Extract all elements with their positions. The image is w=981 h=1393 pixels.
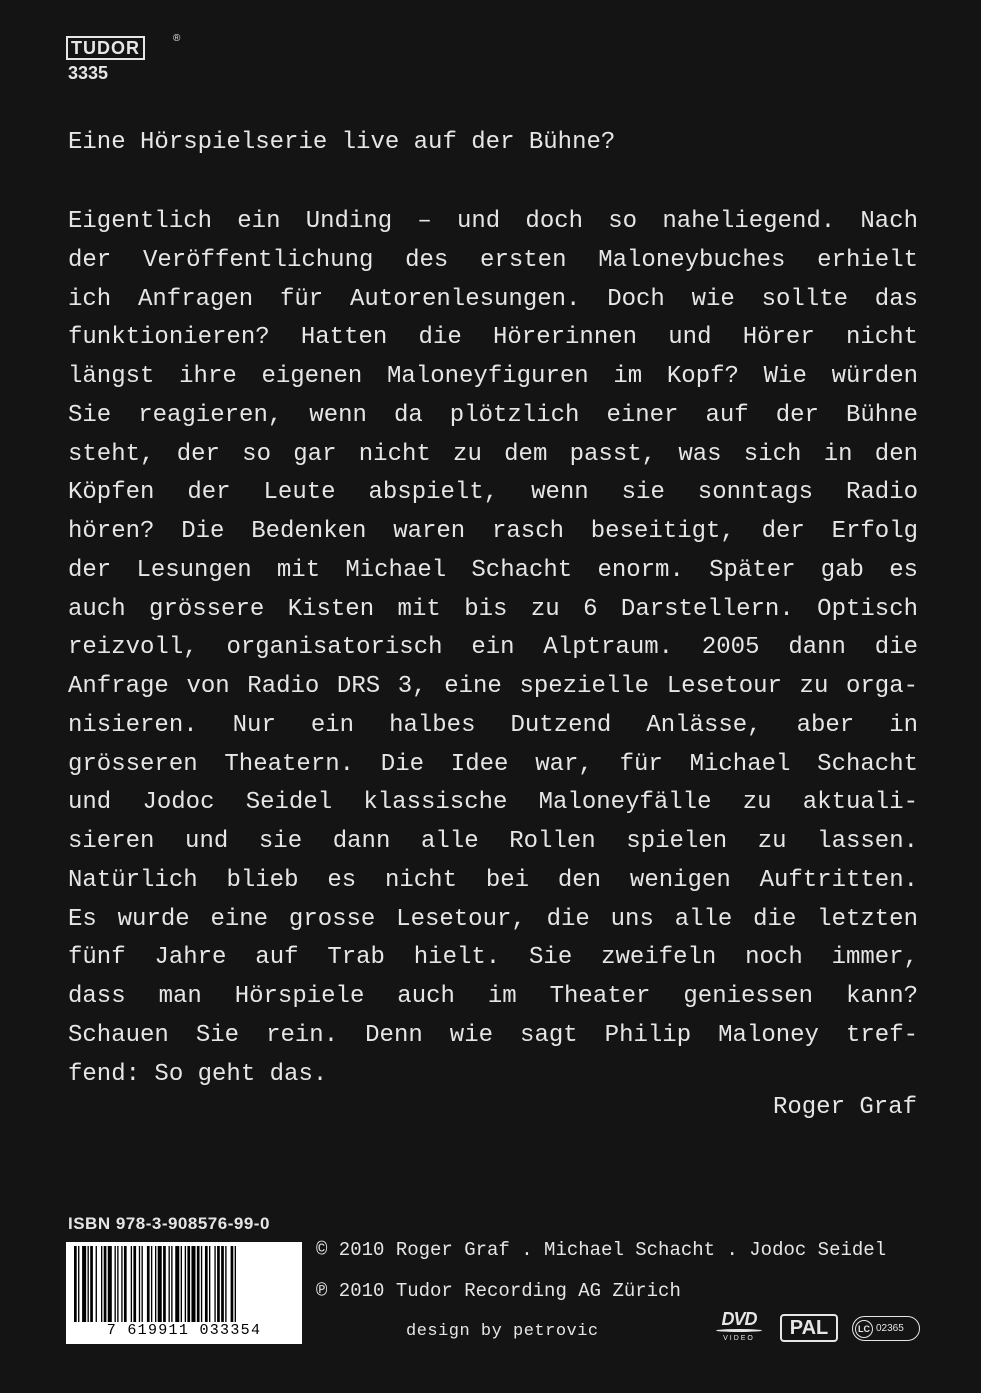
body-line: Schauen Sie rein. Denn wie sagt Philip Maloney tref- <box>68 1021 918 1049</box>
barcode-bar <box>74 1246 77 1322</box>
barcode-bar <box>225 1246 226 1322</box>
barcode-bar <box>117 1246 118 1322</box>
barcode-bar <box>131 1246 132 1322</box>
label-code-badge <box>852 1316 920 1341</box>
barcode-bar <box>104 1246 107 1322</box>
intro-question: Eine Hörspielserie live auf der Bühne? <box>68 129 616 156</box>
barcode-bar <box>205 1246 208 1322</box>
barcode-bar <box>151 1246 152 1322</box>
barcode <box>66 1242 302 1344</box>
barcode-bar <box>169 1246 170 1322</box>
isbn-number: ISBN 978-3-908576-99-0 <box>68 1214 270 1233</box>
dvd-disc-icon <box>716 1329 762 1332</box>
barcode-bar <box>191 1246 195 1322</box>
body-line: längst ihre eigenen Maloneyfiguren im Kopf? Wie würden <box>68 363 918 390</box>
barcode-bar <box>158 1246 162 1322</box>
barcode-bar <box>214 1246 215 1322</box>
body-line: dass man Hörspiele auch im Theater geniessen kann? <box>68 983 918 1010</box>
barcode-bar <box>90 1246 93 1322</box>
body-line: der Veröffentlichung des ersten Maloneybuches erhielt <box>68 246 918 274</box>
barcode-bar <box>133 1246 136 1322</box>
barcode-bar <box>221 1246 224 1322</box>
body-line: Eigentlich ein Unding – und doch so naheliegend. Nach <box>68 208 918 235</box>
barcode-bar <box>163 1246 166 1322</box>
barcode-bar <box>142 1246 143 1322</box>
body-line: fend: So geht das. <box>68 1060 328 1088</box>
dvd-video-logo <box>712 1310 766 1344</box>
barcode-bar <box>209 1246 210 1322</box>
barcode-bar <box>147 1246 150 1322</box>
body-line: Es wurde eine grosse Lesetour, die uns alle die letzten <box>68 905 918 933</box>
body-line: reizvoll, organisatorisch ein Alptraum. 2005 dann die <box>68 634 918 662</box>
barcode-bar <box>96 1246 97 1322</box>
barcode-bar <box>231 1246 234 1322</box>
author-signature: Roger Graf <box>772 1094 917 1121</box>
barcode-bar <box>235 1246 236 1322</box>
barcode-bar <box>121 1246 122 1322</box>
barcode-bar <box>124 1246 127 1322</box>
barcode-bars <box>66 1242 302 1322</box>
barcode-bar <box>181 1246 182 1322</box>
body-line: ich Anfragen für Autorenlesungen. Doch wie sollte das <box>68 285 918 313</box>
barcode-bar <box>115 1246 116 1322</box>
body-line: Anfrage von Radio DRS 3, eine spezielle Lesetour zu orga- <box>68 673 918 700</box>
body-line: steht, der so gar nicht zu dem passt, was sich in den <box>68 440 918 468</box>
body-line: sieren und sie dann alle Rollen spielen zu lassen. <box>68 828 918 855</box>
body-line: hören? Die Bedenken waren rasch beseitigt, der Erfolg <box>68 518 918 545</box>
body-line: grösseren Theatern. Die Idee war, für Michael Schacht <box>68 750 918 778</box>
dvd-label: DVD <box>721 1309 757 1329</box>
lc-number: 02365 <box>876 1323 904 1334</box>
body-line: der Lesungen mit Michael Schacht enorm. Später gab es <box>68 556 918 584</box>
lc-circle-icon: LC <box>855 1320 873 1338</box>
pal-badge: PAL <box>780 1314 838 1342</box>
barcode-bar <box>108 1246 112 1322</box>
barcode-bar <box>217 1246 220 1322</box>
body-line: funktionieren? Hatten die Hörerinnen und Hörer nicht <box>68 324 918 352</box>
body-line: Natürlich blieb es nicht bei den wenigen Auftritten. <box>68 866 918 894</box>
barcode-bar <box>197 1246 200 1322</box>
body-line: fünf Jahre auf Trab hielt. Sie zweifeln noch immer, <box>68 944 918 972</box>
barcode-bar <box>82 1246 86 1322</box>
barcode-bar <box>78 1246 79 1322</box>
barcode-bar <box>139 1246 140 1322</box>
barcode-bar <box>171 1246 172 1322</box>
body-line: und Jodoc Seidel klassische Maloneyfälle zu aktuali- <box>68 789 918 817</box>
copyright-line: © 2010 Roger Graf . Michael Schacht . Jodoc Seidel <box>316 1239 887 1261</box>
design-credit: design by petrovic <box>406 1322 599 1341</box>
registered-mark: ® <box>173 33 181 44</box>
barcode-bar <box>187 1246 190 1322</box>
barcode-bar <box>201 1246 202 1322</box>
body-line: auch grössere Kisten mit bis zu 6 Darstellern. Optisch <box>68 595 918 623</box>
tudor-logo: TUDOR <box>66 36 145 60</box>
barcode-bar <box>185 1246 186 1322</box>
barcode-bar <box>101 1246 102 1322</box>
body-line: Köpfen der Leute abspielt, wenn sie sonntags Radio <box>68 479 918 507</box>
barcode-bar <box>155 1246 156 1322</box>
barcode-bar <box>88 1246 89 1322</box>
dvd-video-label: VIDEO <box>723 1335 755 1342</box>
catalog-number: 3335 <box>68 63 109 83</box>
phonogram-line: ℗ 2010 Tudor Recording AG Zürich <box>316 1280 681 1302</box>
barcode-bar <box>175 1246 179 1322</box>
body-text <box>68 203 918 1094</box>
body-line: Sie reagieren, wenn da plötzlich einer auf der Bühne <box>68 401 918 429</box>
barcode-digits: 7 619911 033354 <box>106 1322 262 1339</box>
body-line: nisieren. Nur ein halbes Dutzend Anlässe, aber in <box>68 711 918 739</box>
